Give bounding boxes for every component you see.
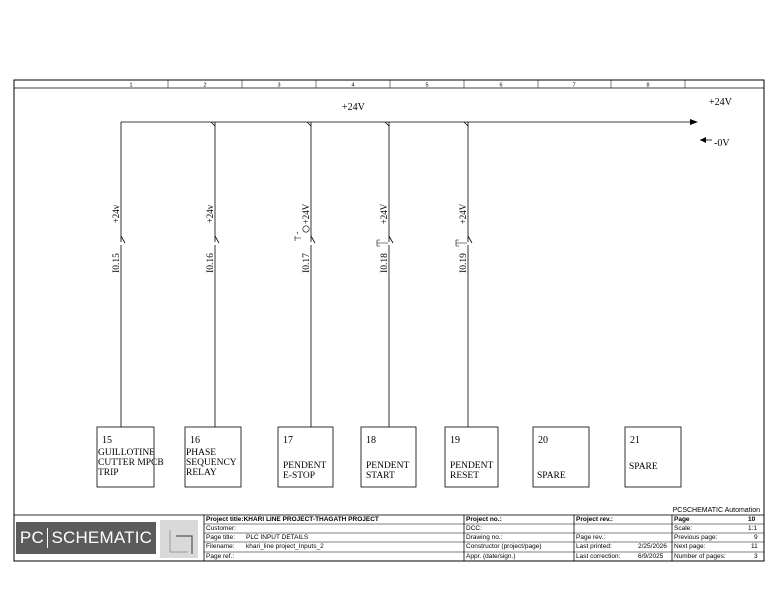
estop-operator [295, 232, 301, 241]
next-page: 11 [751, 543, 758, 550]
input-address: I0.18 [380, 253, 390, 273]
number-of-pages-label: Number of pages: [674, 553, 726, 560]
project-no-label: Project no.: [466, 516, 502, 523]
supply-label: +24v [205, 204, 215, 224]
project-rev-label: Project rev.: [576, 516, 614, 523]
input-channel [97, 122, 164, 487]
logo-text-left: PC [19, 528, 44, 547]
customer-label: Customer: [206, 525, 236, 532]
terminal-number: 17 [283, 435, 293, 446]
page-title: PLC INPUT DETAILS [246, 534, 309, 541]
terminal-number: 19 [450, 435, 460, 446]
terminal-description: SEQUENCY [186, 458, 237, 468]
filename: khari_line project_Inputs_2 [246, 543, 324, 550]
input-address: I0.16 [206, 253, 216, 273]
terminal-number: 15 [102, 435, 112, 446]
column-ticks [129, 80, 685, 89]
input-channel [361, 122, 416, 487]
dcc-label: DCC: [466, 525, 482, 532]
column-number: 4 [351, 82, 355, 89]
project-title-row: Project title:KHARI LINE PROJECT-THAGATH PROJECT [206, 516, 379, 523]
terminal-description: PHASE [186, 448, 217, 458]
supply-label: +24V [379, 203, 389, 225]
scale-label: Scale: [674, 525, 693, 532]
last-correction: 6/9/2025 [638, 553, 664, 560]
terminal-number: 18 [366, 435, 376, 446]
column-number: 7 [572, 82, 576, 89]
column-number: 8 [646, 82, 650, 89]
contact-switch [389, 236, 393, 243]
zero-rail-arrow [700, 137, 706, 143]
terminal-description: TRIP [98, 468, 119, 478]
next-page-label: Next page: [674, 543, 706, 550]
terminal-description: PENDENT [450, 461, 494, 471]
terminal-description: PENDENT [283, 461, 327, 471]
terminal-description: SPARE [537, 471, 566, 481]
last-printed-label: Last printed: [576, 543, 612, 550]
rail-junction [385, 122, 389, 126]
logo-separator [47, 528, 49, 548]
estop-head [303, 226, 309, 232]
rail-junction [307, 122, 311, 126]
contact-switch [215, 236, 219, 243]
number-of-pages: 3 [754, 553, 758, 560]
page-label: Page [674, 516, 690, 523]
terminal-description: RESET [450, 471, 480, 481]
rail-zero-label: -0V [714, 138, 730, 149]
project-title: KHARI LINE PROJECT-THAGATH PROJECT [243, 516, 379, 523]
constructor-label: Constructor (project/page) [466, 543, 542, 550]
spare-terminal [625, 427, 681, 487]
pc-schematic-logo [16, 522, 156, 554]
approval-label: Appr. (date/sign.) [466, 553, 516, 560]
input-address: I0.17 [302, 253, 312, 273]
terminal-description: E-STOP [283, 471, 316, 481]
previous-page: 9 [754, 534, 758, 541]
input-channel [278, 122, 333, 487]
contact-switch [121, 236, 125, 243]
page-ref-label: Page ref.: [206, 553, 235, 560]
scale-value: 1:1 [748, 525, 758, 532]
rail-junction [464, 122, 468, 126]
terminal-number: 16 [190, 435, 200, 446]
rail-junction [211, 122, 215, 126]
input-channel [185, 122, 241, 487]
input-address: I0.15 [112, 253, 122, 273]
contact-switch [311, 236, 315, 243]
terminal-description: SPARE [629, 462, 658, 472]
pushbutton-operator [377, 240, 388, 246]
drawing-no-label: Drawing no.: [466, 534, 503, 541]
column-number: 6 [499, 82, 503, 89]
column-number: 5 [425, 82, 429, 89]
filename-label: Filename: [206, 543, 235, 550]
terminal-description: GUILLOTINE [98, 448, 155, 458]
terminal-description: START [366, 471, 395, 481]
supply-label: +24V [301, 203, 311, 225]
terminal-number: 20 [538, 435, 548, 446]
input-address: I0.19 [459, 253, 469, 273]
rail-top-label: +24V [709, 97, 732, 108]
spare-terminal [533, 427, 589, 487]
terminal-number: 21 [630, 435, 640, 446]
column-number: 3 [277, 82, 281, 89]
input-channel [445, 122, 498, 487]
rail-mid-label: +24V [342, 102, 365, 113]
column-number: 2 [203, 82, 207, 89]
rail-arrow [690, 119, 698, 125]
terminal-description: PENDENT [366, 461, 410, 471]
logo-text-right: SCHEMATIC [51, 528, 153, 547]
vendor-label: PCSCHEMATIC Automation [672, 507, 760, 514]
pushbutton-operator [456, 240, 467, 246]
column-number: 1 [129, 82, 133, 89]
supply-label: +24V [458, 203, 468, 225]
previous-page-label: Previous page: [674, 534, 718, 541]
last-correction-label: Last correction: [576, 553, 621, 560]
page-number: 10 [748, 516, 756, 523]
last-printed: 2/25/2026 [638, 543, 667, 550]
contact-switch [468, 236, 472, 243]
terminal-description: RELAY [186, 468, 217, 478]
terminal-description: CUTTER MPCB [98, 458, 164, 468]
page-title-label: Page title: [206, 534, 235, 541]
supply-label: +24v [111, 204, 121, 224]
page-rev-label: Page rev.: [576, 534, 606, 541]
